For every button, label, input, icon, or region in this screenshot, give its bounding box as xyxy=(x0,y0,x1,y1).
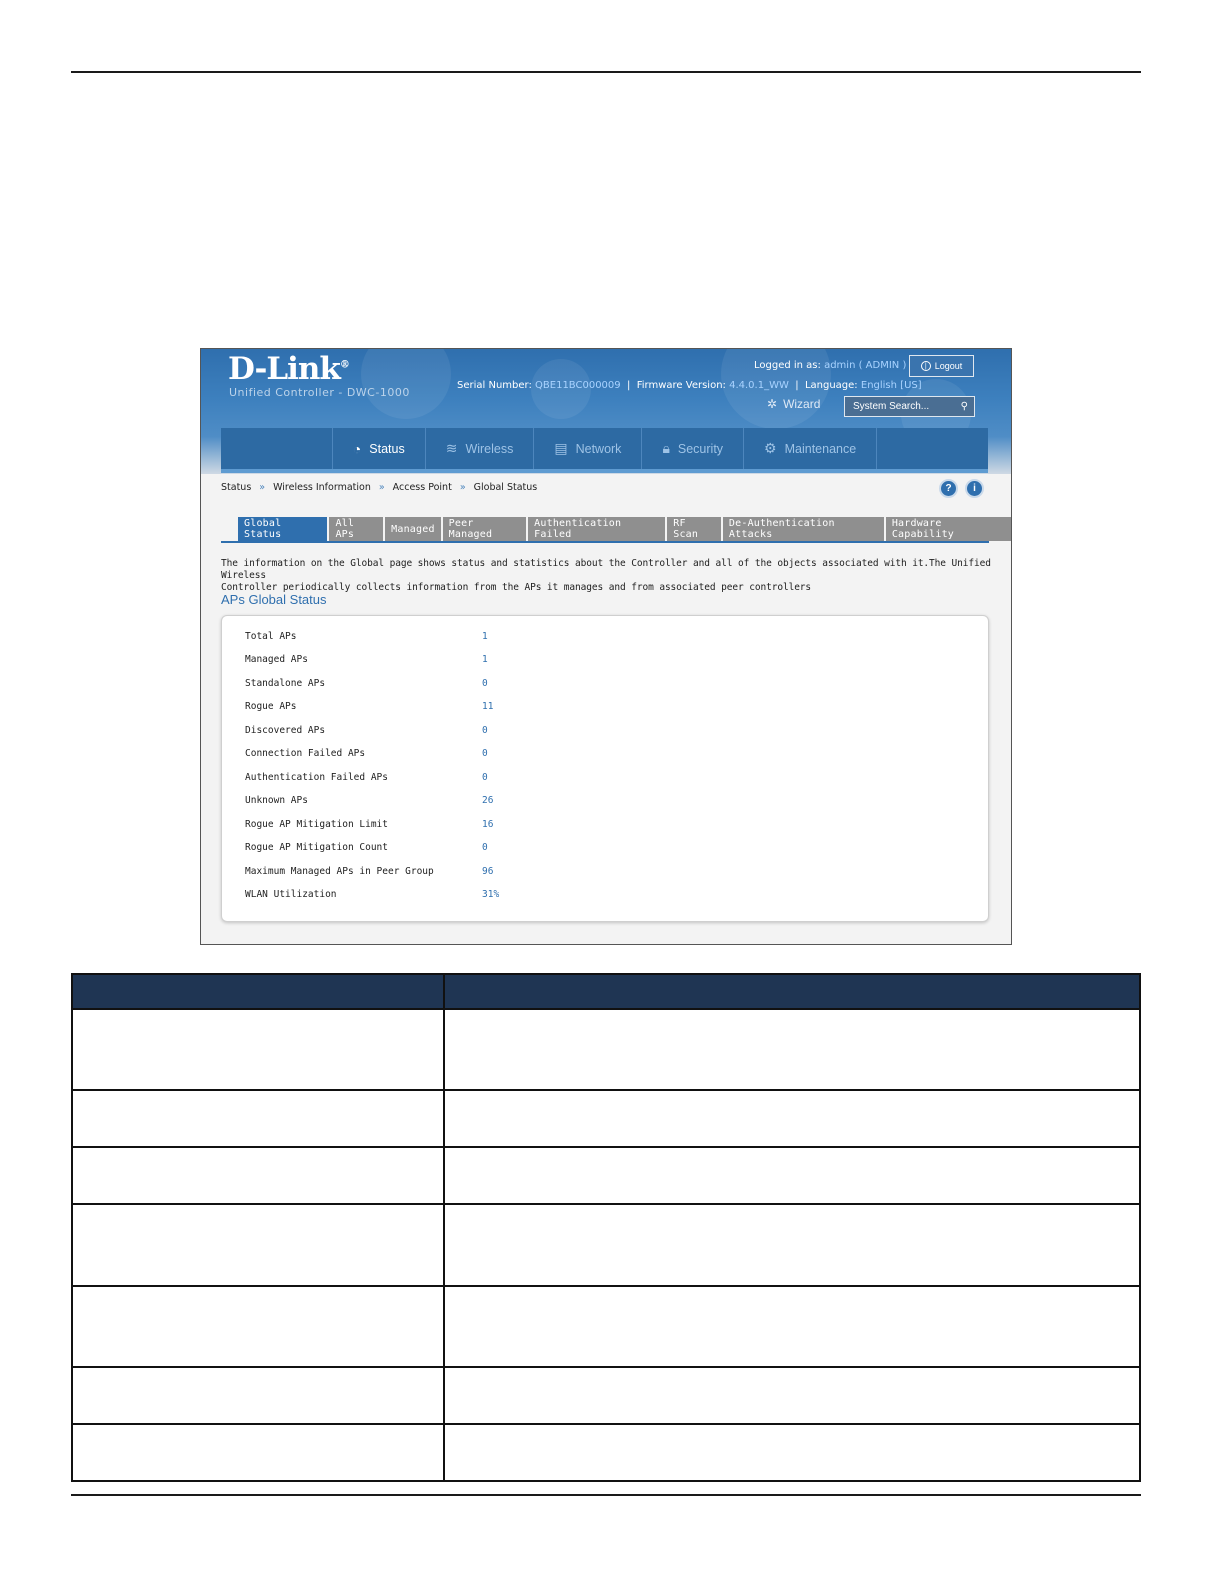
firmware-label: Firmware Version: xyxy=(636,380,726,391)
info-icon: i xyxy=(973,483,976,494)
table-cell xyxy=(444,1147,1140,1204)
stat-label: Unknown APs xyxy=(245,795,308,806)
tab-managed[interactable]: Managed xyxy=(385,517,441,541)
wizard-label: Wizard xyxy=(783,397,821,411)
nav-network-label: Network xyxy=(575,441,622,456)
breadcrumb xyxy=(221,482,537,493)
help-button[interactable] xyxy=(939,479,958,498)
product-subtitle: Unified Controller - DWC-1000 xyxy=(229,386,410,399)
stat-label: Rogue APs xyxy=(245,701,297,712)
table-cell xyxy=(444,1090,1140,1147)
table-cell xyxy=(444,1204,1140,1286)
table-cell xyxy=(72,1147,444,1204)
stat-label: Maximum Managed APs in Peer Group xyxy=(245,866,434,877)
stat-value: 31% xyxy=(482,889,500,900)
field-description-table xyxy=(71,973,1141,1482)
page-description xyxy=(221,558,991,594)
tab-bar xyxy=(238,517,1011,541)
nav-security-label: Security xyxy=(677,441,724,456)
table-cell xyxy=(444,1367,1140,1424)
tab-de-authentication-attacks[interactable]: De-Authentication Attacks xyxy=(723,517,884,541)
stat-label: WLAN Utilization xyxy=(245,889,337,900)
nav-wireless[interactable] xyxy=(425,428,534,469)
power-icon: | xyxy=(921,361,931,371)
stat-value: 11 xyxy=(482,701,494,712)
stat-value: 16 xyxy=(482,819,494,830)
table-row xyxy=(72,1204,1140,1286)
nav-status-label: Status xyxy=(369,441,405,456)
tab-rf-scan[interactable]: RF Scan xyxy=(667,517,721,541)
header-decoration xyxy=(361,348,451,419)
tab-all-aps[interactable]: All APs xyxy=(329,517,383,541)
help-icon: ? xyxy=(945,483,952,494)
top-rule xyxy=(71,71,1141,73)
stat-label: Standalone APs xyxy=(245,678,326,689)
table-row xyxy=(72,1286,1140,1367)
wizard-link[interactable] xyxy=(767,397,820,411)
stat-label: Authentication Failed APs xyxy=(245,772,388,783)
description-line: Controller periodically collects information from the APs it manages and from associated peer controllers xyxy=(221,582,812,593)
tab-underline xyxy=(221,541,989,543)
bottom-rule xyxy=(71,1494,1141,1496)
table-row xyxy=(72,1424,1140,1481)
search-icon[interactable]: ⚲ xyxy=(960,401,968,412)
breadcrumb-separator: » xyxy=(378,482,385,493)
table-cell xyxy=(72,1204,444,1286)
table-cell xyxy=(72,1424,444,1481)
stat-value: 0 xyxy=(482,725,488,736)
nav-security[interactable] xyxy=(641,428,743,469)
breadcrumb-global-status: Global Status xyxy=(473,482,538,493)
breadcrumb-wireless-information[interactable]: Wireless Information xyxy=(273,482,371,493)
main-nav xyxy=(221,428,988,473)
table-cell xyxy=(444,1009,1140,1090)
stat-value: 0 xyxy=(482,748,488,759)
logout-label: Logout xyxy=(934,361,963,371)
nav-status[interactable] xyxy=(332,428,425,469)
system-search-input[interactable] xyxy=(844,396,975,417)
stat-value: 0 xyxy=(482,678,488,689)
logged-in-label: Logged in as: xyxy=(754,360,821,371)
stat-label: Connection Failed APs xyxy=(245,748,366,759)
stat-value: 96 xyxy=(482,866,494,877)
screenshot-frame xyxy=(200,348,1012,945)
gear-icon: ⚙ xyxy=(764,440,777,456)
lock-icon: 🔒︎ xyxy=(662,440,670,456)
language-selector[interactable]: English [US] xyxy=(860,380,922,391)
stat-label: Discovered APs xyxy=(245,725,326,736)
nav-maintenance[interactable] xyxy=(743,428,877,469)
device-info: Serial Number: QBE11BC000009 | Firmware Version: 4.4.0.1_WW | Language: English [US] xyxy=(457,380,922,391)
stats-panel xyxy=(221,615,989,922)
app-header xyxy=(201,349,1011,474)
table-header-cell xyxy=(72,974,444,1009)
wifi-icon: ≋ xyxy=(445,440,458,456)
stat-value: 26 xyxy=(482,795,494,806)
stat-value: 0 xyxy=(482,842,488,853)
stat-label: Rogue AP Mitigation Count xyxy=(245,842,388,853)
nav-network[interactable] xyxy=(533,428,641,469)
table-row xyxy=(72,1090,1140,1147)
language-label: Language: xyxy=(804,380,858,391)
nav-maintenance-label: Maintenance xyxy=(784,441,857,456)
serial-label: Serial Number: xyxy=(457,380,532,391)
logged-in-user: admin ( ADMIN ) xyxy=(824,360,907,371)
nav-wireless-label: Wireless xyxy=(465,441,514,456)
breadcrumb-separator: » xyxy=(459,482,466,493)
wand-icon: ✲ xyxy=(767,397,778,411)
table-header-row xyxy=(72,974,1140,1009)
stat-value: 1 xyxy=(482,654,488,665)
table-row xyxy=(72,1009,1140,1090)
table-row xyxy=(72,1367,1140,1424)
search-placeholder: System Search... xyxy=(853,401,930,412)
logout-button[interactable] xyxy=(909,355,974,377)
stat-value: 1 xyxy=(482,631,488,642)
login-info xyxy=(754,360,906,371)
table-cell xyxy=(72,1090,444,1147)
dlink-logo: D-Link® xyxy=(228,351,349,387)
tab-global-status[interactable]: Global Status xyxy=(238,517,327,541)
table-row xyxy=(72,1147,1140,1204)
stat-label: Rogue AP Mitigation Limit xyxy=(245,819,388,830)
table-cell xyxy=(444,1424,1140,1481)
table-cell xyxy=(72,1009,444,1090)
stat-value: 0 xyxy=(482,772,488,783)
table-cell xyxy=(72,1367,444,1424)
info-button[interactable] xyxy=(965,479,984,498)
gauge-icon: ◔ xyxy=(352,440,362,457)
table-cell xyxy=(72,1286,444,1367)
tab-authentication-failed[interactable]: Authentication Failed xyxy=(528,517,665,541)
tab-hardware-capability[interactable]: Hardware Capability xyxy=(886,517,1011,541)
section-title: APs Global Status xyxy=(221,592,327,607)
stat-label: Managed APs xyxy=(245,654,308,665)
tab-peer-managed[interactable]: Peer Managed xyxy=(443,517,526,541)
breadcrumb-separator: » xyxy=(259,482,266,493)
description-line: The information on the Global page shows status and statistics about the Controller and all of the objects associated with it.The Unified Wireless xyxy=(221,558,991,581)
table-header-cell xyxy=(444,974,1140,1009)
stat-label: Total APs xyxy=(245,631,297,642)
breadcrumb-access-point[interactable]: Access Point xyxy=(392,482,452,493)
table-cell xyxy=(444,1286,1140,1367)
breadcrumb-status[interactable]: Status xyxy=(221,482,252,493)
serial-value: QBE11BC000009 xyxy=(535,380,621,391)
firmware-value: 4.4.0.1_WW xyxy=(729,380,789,391)
server-icon: ▤ xyxy=(554,440,568,456)
